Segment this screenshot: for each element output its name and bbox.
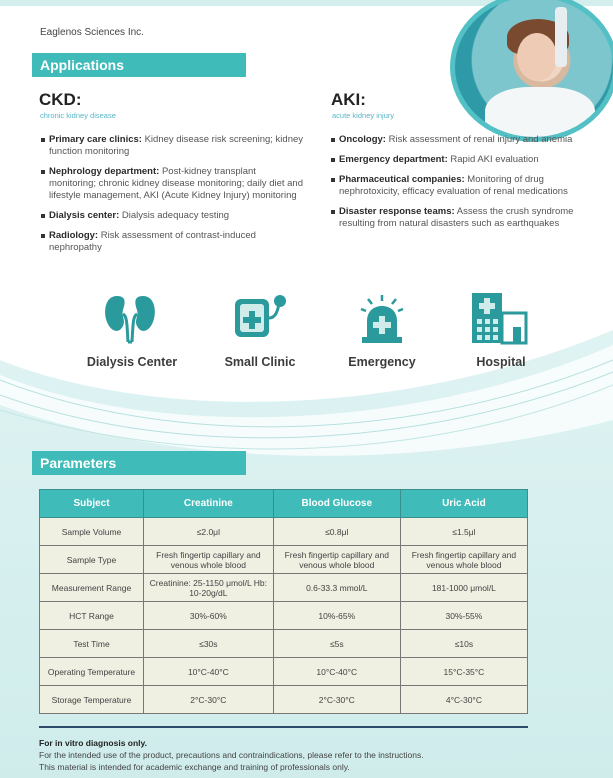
table-row — [40, 658, 528, 686]
list-item: Dialysis center: Dialysis adequacy testing — [41, 210, 303, 222]
row-label: Sample Type — [40, 546, 144, 574]
aki-title: AKI: — [331, 90, 366, 109]
table-cell: ≤0.8μl — [273, 518, 400, 546]
ckd-list — [41, 134, 303, 262]
aki-list — [331, 134, 581, 238]
column-header: Uric Acid — [400, 490, 527, 518]
row-label: Operating Temperature — [40, 658, 144, 686]
table-cell: Fresh fingertip capillary and venous whole blood — [400, 546, 527, 574]
hospital-building-icon — [470, 291, 530, 345]
row-label: Test Time — [40, 630, 144, 658]
table-row — [40, 686, 528, 714]
applications-banner: Applications — [32, 53, 246, 77]
list-item: Primary care clinics: Kidney disease risk screening; kidney function monitoring — [41, 134, 303, 158]
footer-line: For in vitro diagnosis only. — [39, 738, 147, 748]
table-cell: ≤5s — [273, 630, 400, 658]
table-body — [40, 518, 528, 714]
list-item: Nephrology department: Post-kidney transplant monitoring; chronic kidney disease monitoring; daily diet and lifestyle management, AKI (Acute Kidney Injury) monitoring — [41, 166, 303, 202]
company-name: Eaglenos Sciences Inc. — [40, 27, 144, 38]
list-item: Emergency department: Rapid AKI evaluation — [331, 154, 581, 166]
table-cell: 30%-55% — [400, 602, 527, 630]
list-item: Oncology: Risk assessment of renal injury and anemia — [331, 134, 581, 146]
table-cell: 10%-65% — [273, 602, 400, 630]
list-item: Pharmaceutical companies: Monitoring of drug nephrotoxicity, efficacy evaluation of renal medications — [331, 174, 581, 198]
facility-label-dialysis: Dialysis Center — [86, 355, 178, 369]
divider — [39, 726, 528, 728]
column-header: Blood Glucose — [273, 490, 400, 518]
table-row — [40, 546, 528, 574]
column-header: Creatinine — [144, 490, 274, 518]
table-cell: ≤2.0μl — [144, 518, 274, 546]
table-row — [40, 518, 528, 546]
table-cell: Fresh fingertip capillary and venous whole blood — [273, 546, 400, 574]
emergency-siren-icon — [358, 293, 406, 345]
ckd-title: CKD: — [39, 90, 82, 109]
table-cell: 10°C-40°C — [273, 658, 400, 686]
list-item: Radiology: Risk assessment of contrast-induced nephropathy — [41, 230, 303, 254]
list-item: Disaster response teams: Assess the crush syndrome resulting from natural disasters such as earthquakes — [331, 206, 581, 230]
facility-label-emergency: Emergency — [348, 355, 416, 369]
ckd-subtitle: chronic kidney disease — [40, 111, 116, 120]
footer-line: This material is intended for academic exchange and training of professionals only. — [39, 762, 350, 772]
column-header: Subject — [40, 490, 144, 518]
table-cell: 181-1000 μmol/L — [400, 574, 527, 602]
row-label: Sample Volume — [40, 518, 144, 546]
table-cell: 30%-60% — [144, 602, 274, 630]
parameters-banner: Parameters — [32, 451, 246, 475]
table-cell: ≤30s — [144, 630, 274, 658]
table-cell: 4°C-30°C — [400, 686, 527, 714]
footer — [39, 737, 424, 773]
table-cell: 15°C-35°C — [400, 658, 527, 686]
parameters-table — [39, 489, 528, 714]
table-header-row — [40, 490, 528, 518]
table-cell: 10°C-40°C — [144, 658, 274, 686]
facility-label-clinic: Small Clinic — [224, 355, 296, 369]
table-row — [40, 630, 528, 658]
table-row — [40, 574, 528, 602]
aki-subtitle: acute kidney injury — [332, 111, 395, 120]
table-cell: 0.6-33.3 mmol/L — [273, 574, 400, 602]
table-cell: Creatinine: 25-1150 μmol/L Hb: 10-20g/dL — [144, 574, 274, 602]
facility-label-hospital: Hospital — [476, 355, 526, 369]
kidney-icon — [101, 290, 159, 348]
medical-kit-icon — [232, 293, 288, 345]
table-row — [40, 602, 528, 630]
row-label: Storage Temperature — [40, 686, 144, 714]
table-cell: Fresh fingertip capillary and venous whole blood — [144, 546, 274, 574]
table-cell: 2°C-30°C — [273, 686, 400, 714]
table-cell: 2°C-30°C — [144, 686, 274, 714]
footer-line: For the intended use of the product, precautions and contraindications, please refer to the instructions. — [39, 750, 424, 760]
row-label: Measurement Range — [40, 574, 144, 602]
table-cell: ≤10s — [400, 630, 527, 658]
row-label: HCT Range — [40, 602, 144, 630]
table-cell: ≤1.5μl — [400, 518, 527, 546]
doctor-photo — [450, 0, 613, 142]
